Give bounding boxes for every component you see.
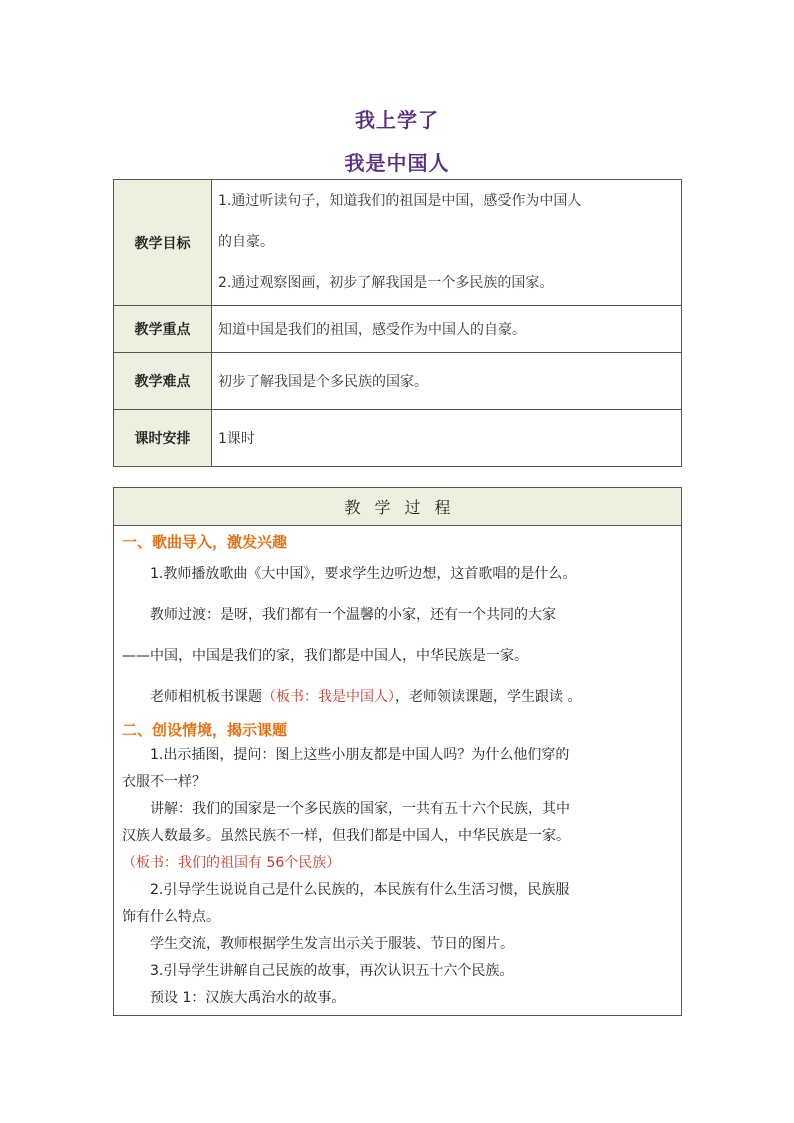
s2-paragraph-2a: 讲解：我们的国家是一个多民族的国家，一共有五十六个民族，其中 xyxy=(150,801,570,817)
s2-paragraph-2b: 汉族人数最多。虽然民族不一样，但我们都是中国人，中华民族是一家。 xyxy=(122,828,570,844)
lesson-info-table xyxy=(113,179,682,467)
difficulty-row xyxy=(114,353,682,410)
goal-label: 教学目标 xyxy=(114,180,212,306)
s2-paragraph-3b: 饰有什么特点。 xyxy=(122,909,220,925)
s2-paragraph-5: 3.引导学生讲解自己民族的故事，再次认识五十六个民族。 xyxy=(150,963,514,979)
process-body-row xyxy=(114,526,682,1016)
section-1-title: 一、歌曲导入，激发兴趣 xyxy=(122,533,288,551)
difficulty-text: 初步了解我国是个多民族的国家。 xyxy=(212,353,682,410)
schedule-row xyxy=(114,410,682,467)
process-heading-row xyxy=(114,488,682,526)
lesson-title: 我上学了 xyxy=(355,108,439,132)
difficulty-label: 教学难点 xyxy=(114,353,212,410)
key-text: 知道中国是我们的祖国，感受作为中国人的自豪。 xyxy=(212,306,682,353)
s1-paragraph-2: 教师过渡：是呀，我们都有一个温馨的小家，还有一个共同的大家 xyxy=(150,607,556,623)
s2-paragraph-6: 预设 1：汉族大禹治水的故事。 xyxy=(150,990,346,1006)
s2-paragraph-1b: 衣服不一样？ xyxy=(122,774,206,790)
blackboard-note-1: （板书：我是中国人） xyxy=(262,689,395,705)
blackboard-note-2: （板书：我们的祖国有 56个民族） xyxy=(122,855,341,871)
s2-paragraph-3a: 2.引导学生说说自己是什么民族的，本民族有什么生活习惯，民族服 xyxy=(150,882,570,898)
section-2-title: 二、创设情境，揭示课题 xyxy=(122,721,288,739)
lesson-subtitle: 我是中国人 xyxy=(344,151,450,175)
s1-paragraph-4 xyxy=(122,677,673,718)
schedule-label: 课时安排 xyxy=(114,410,212,467)
schedule-text: 1课时 xyxy=(212,410,682,467)
s2-paragraph-1a: 1.出示插图，提问：图上这些小朋友都是中国人吗？为什么他们穿的 xyxy=(150,747,570,763)
goal-text-1a: 1.通过听读句子，知道我们的祖国是中国，感受作为中国人 xyxy=(218,193,582,209)
goal-cell xyxy=(212,180,682,306)
process-heading: 教学过程 xyxy=(114,488,682,526)
s1-p4-text-a: 老师相机板书课题 xyxy=(150,689,262,705)
goal-text-1b: 的自豪。 xyxy=(218,234,274,250)
goal-row xyxy=(114,180,682,306)
key-row xyxy=(114,306,682,353)
key-label: 教学重点 xyxy=(114,306,212,353)
process-body xyxy=(114,526,682,1016)
s2-paragraph-4: 学生交流，教师根据学生发言出示关于服装、节日的图片。 xyxy=(150,936,514,952)
teaching-process-table xyxy=(113,487,682,1016)
s1-paragraph-1: 1.教师播放歌曲《大中国》，要求学生边听边想，这首歌唱的是什么。 xyxy=(150,566,577,582)
goal-text-2: 2.通过观察图画，初步了解我国是一个多民族的国家。 xyxy=(218,275,554,291)
s1-paragraph-3: ——中国，中国是我们的家，我们都是中国人，中华民族是一家。 xyxy=(122,648,528,664)
s1-p4-text-b: ，老师领读课题，学生跟读 。 xyxy=(395,689,582,705)
